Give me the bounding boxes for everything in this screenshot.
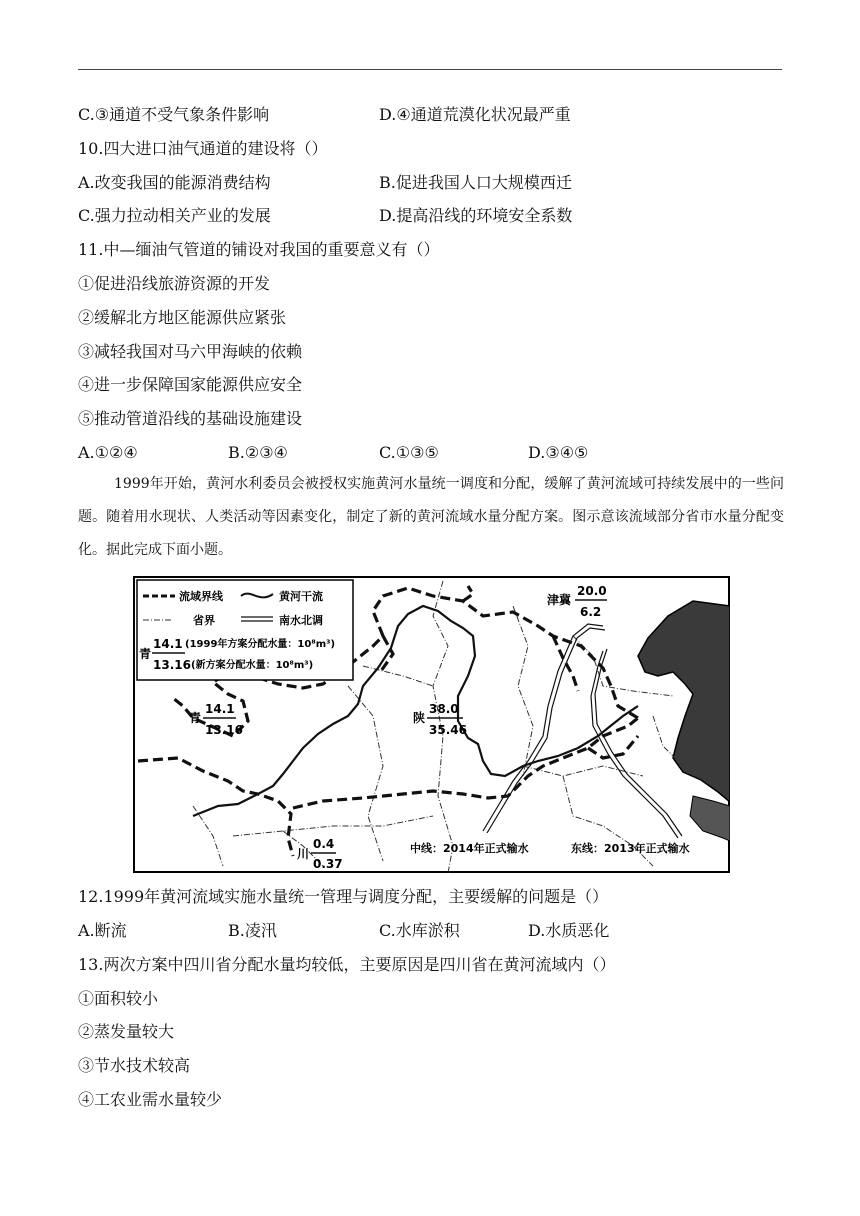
legend-example-bottom: 13.16: [153, 658, 191, 672]
q9-option-d: D.④通道荒漠化状况最严重: [379, 105, 571, 124]
jinji-label: 津冀: [547, 593, 572, 607]
chuan-old-value: 0.4: [313, 837, 335, 851]
q11-option-c: C.①③⑤: [379, 443, 439, 462]
chuan-label: 川: [297, 847, 310, 861]
legend-south-north-label: 南水北调: [279, 614, 323, 627]
legend-example-province: 青: [139, 647, 152, 661]
passage: [78, 468, 784, 567]
q12-stem: 12.1999年黄河流域实施水量统一管理与调度分配，主要缓解的问题是（）: [78, 887, 609, 906]
q13-item-4: ④工农业需水量较少: [78, 1090, 223, 1109]
q11-item-5: ⑤推动管道沿线的基础设施建设: [78, 409, 303, 428]
east-line-caption: 东线：2013年正式输水: [571, 842, 690, 855]
yellow-river-map: [133, 576, 730, 873]
chuan-new-value: 0.37: [313, 857, 343, 871]
q11-item-2: ②缓解北方地区能源供应紧张: [78, 308, 287, 327]
qing-old-value: 14.1: [205, 702, 235, 716]
q10-option-a: A.改变我国的能源消费结构: [78, 173, 271, 192]
shaan-old-value: 38.0: [429, 702, 459, 716]
q13-item-1: ①面积较小: [78, 989, 159, 1008]
q10-option-c: C.强力拉动相关产业的发展: [78, 206, 271, 225]
q13-item-3: ③节水技术较高: [78, 1056, 191, 1075]
q13-stem: 13.两次方案中四川省分配水量均较低，主要原因是四川省在黄河流域内（）: [78, 955, 616, 974]
jinji-new-value: 6.2: [580, 605, 602, 619]
q10-stem: 10.四大进口油气通道的建设将（）: [78, 139, 328, 158]
legend-example-top-label: (1999年方案分配水量：10⁸m³): [185, 639, 336, 650]
passage-text: 1999年开始，黄河水利委员会被授权实施黄河水量统一调度和分配，缓解了黄河流域可持续发展中的一些问题。随着用水现状、人类活动等因素变化，制定了新的黄河流域水量分配方案。图示意该流域部分省市水量分配变化。据此完成下面小题。: [78, 476, 784, 558]
jinji-old-value: 20.0: [577, 584, 607, 598]
q11-stem: 11.中—缅油气管道的铺设对我国的重要意义有（）: [78, 240, 440, 259]
q11-option-a: A.①②④: [78, 443, 138, 462]
q11-item-4: ④进一步保障国家能源供应安全: [78, 375, 303, 394]
q9-option-c: C.③通道不受气象条件影响: [78, 105, 270, 124]
q13-item-2: ②蒸发量较大: [78, 1022, 175, 1041]
mid-line-caption: 中线：2014年正式输水: [410, 842, 529, 855]
legend-example-top: 14.1: [153, 637, 183, 651]
q12-option-a: A.断流: [78, 921, 127, 940]
legend-province-label: 省界: [193, 614, 215, 627]
shaan-new-value: 35.46: [429, 723, 467, 737]
legend-boundary-label: 流域界线: [179, 590, 223, 603]
header-rule: [78, 69, 782, 70]
q11-item-3: ③减轻我国对马六甲海峡的依赖: [78, 342, 303, 361]
q12-option-c: C.水库淤积: [379, 921, 460, 940]
legend-example-bottom-label: (新方案分配水量：10⁸m³): [191, 660, 314, 671]
legend-main-river-label: 黄河干流: [279, 590, 323, 603]
qing-new-value: 13.16: [205, 723, 243, 737]
q12-option-b: B.凌汛: [228, 921, 277, 940]
q12-option-d: D.水质恶化: [528, 921, 610, 940]
shaan-label: 陕: [413, 711, 426, 725]
q11-option-b: B.②③④: [228, 443, 288, 462]
q11-option-d: D.③④⑤: [528, 443, 589, 462]
q10-option-d: D.提高沿线的环境安全系数: [379, 206, 573, 225]
q10-option-b: B.促进我国人口大规模西迁: [379, 173, 572, 192]
qing-label: 青: [189, 711, 202, 725]
q11-item-1: ①促进沿线旅游资源的开发: [78, 274, 271, 293]
